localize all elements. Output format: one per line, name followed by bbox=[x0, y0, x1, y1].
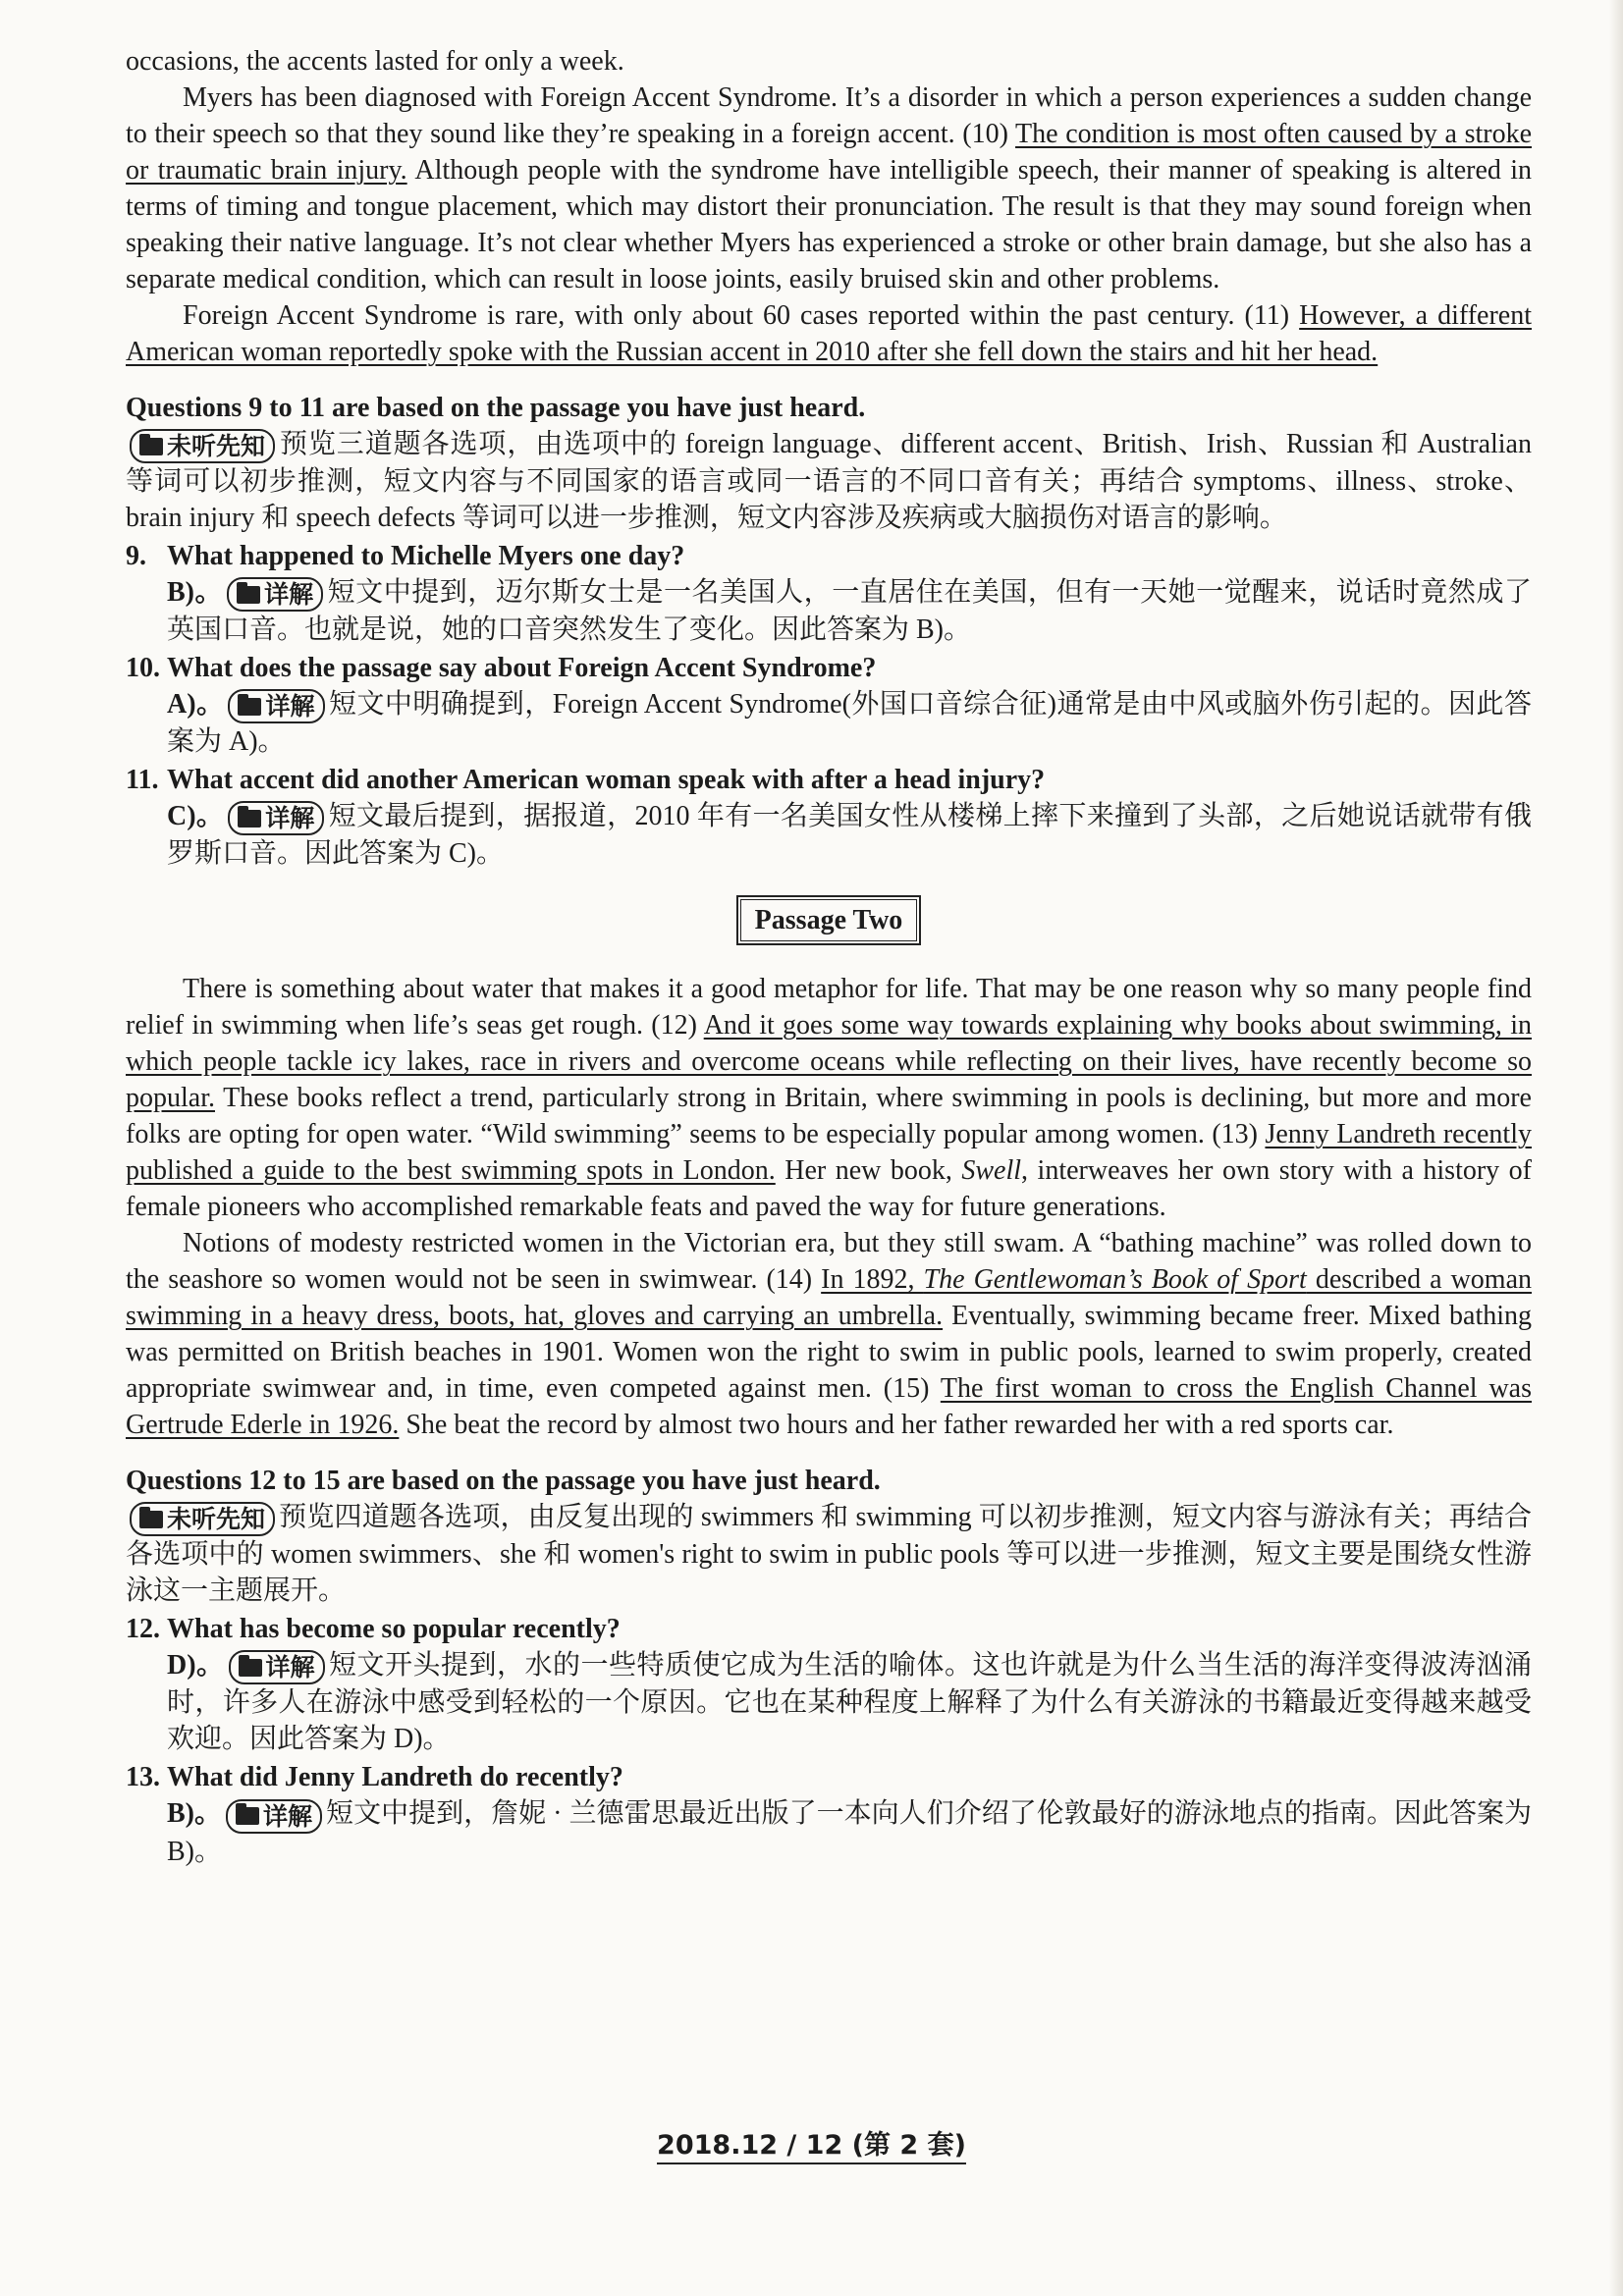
passage-two-paragraph-2: Notions of modesty restricted women in the Victorian era, but they still swam. A “bathing machine” was rolled down to the seashore so women would not be seen in swimwear. (14) In 1892, The Gentlewoman’s Book of Sport described a woman swimming in a heavy dress, boots, hat, gloves and carrying an umbrella. Eventually, swimming became freer. Mixed bathing was permitted on British beaches in 1901. Women won the right to swim in public pools, learned to swim properly, created appropriate swimwear and, in time, even competed against men. (15) The first woman to cross the English Channel was Gertrude Ederle in 1926. She beat the record by almost two hours and her father rewarded her with a red sports car. bbox=[126, 1228, 1533, 1441]
underlined-key-sentence-13: Jenny Landreth recently published a guide to the best swimming spots in London. bbox=[126, 1119, 1532, 1187]
underlined-key-sentence-10: The condition is most often caused by a stroke or traumatic brain injury. bbox=[126, 119, 1532, 186]
answer-13: B)。 详解 短文中提到，詹妮 · 兰德雷思最近出版了一本向人们介绍了伦敦最好的游泳地点的指南。因此答案为 B)。 bbox=[167, 1798, 1532, 1867]
underlined-key-sentence-15: The first woman to cross the English Channel was Gertrude Ederle in 1926. bbox=[126, 1373, 1532, 1441]
underlined-key-sentence-14: In 1892, The Gentlewoman’s Book of Sport described a woman swimming in a heavy dress, boots, hat, gloves and carrying an umbrella. bbox=[126, 1264, 1533, 1332]
page-content bbox=[126, 43, 1532, 1870]
passage-two-title: Passage Two bbox=[736, 895, 922, 945]
explanation-tag: 详解 bbox=[228, 801, 324, 835]
explanation-tag: 详解 bbox=[226, 1799, 322, 1834]
questions-12-15-heading: Questions 12 to 15 are based on the passage you have just heard. bbox=[126, 1466, 881, 1497]
folder-icon bbox=[238, 810, 261, 828]
folder-icon bbox=[236, 1807, 259, 1825]
passage-one-paragraph-2: Foreign Accent Syndrome is rare, with only about 60 cases reported within the past century. (11) However, a different American woman reportedly spoke with the Russian accent in 2010 after she fell down the stairs and hit her head. bbox=[126, 300, 1532, 367]
passage-one-paragraph-0: occasions, the accents lasted for only a week. bbox=[126, 46, 624, 77]
folder-icon bbox=[239, 1659, 262, 1677]
scan-edge-shadow bbox=[1609, 0, 1623, 2296]
explanation-tag: 详解 bbox=[228, 689, 324, 723]
questions-9-11-heading: Questions 9 to 11 are based on the passage you have just heard. bbox=[126, 393, 866, 423]
preview-tag: 未听先知 bbox=[130, 1502, 275, 1536]
page-footer: 2018.12 / 12 (第 2 套) bbox=[0, 2123, 1623, 2162]
question-11: 11. What accent did another American woman speak with after a head injury? bbox=[126, 765, 1046, 796]
folder-icon bbox=[139, 1511, 163, 1528]
passage-two-title-wrap bbox=[126, 895, 1532, 945]
folder-icon bbox=[139, 438, 163, 455]
answer-10: A)。 详解 短文中明确提到，Foreign Accent Syndrome(外国口音综合征)通常是由中风或脑外伤引起的。因此答案为 A)。 bbox=[167, 689, 1532, 758]
underlined-key-sentence-12: And it goes some way towards explaining why books about swimming, in which people tackle icy lakes, race in rivers and overcome oceans while reflecting on their lives, have recently become so popular. bbox=[126, 1010, 1532, 1114]
answer-9: B)。 详解 短文中提到，迈尔斯女士是一名美国人，一直居住在美国，但有一天她一觉醒来，说话时竟然成了英国口音。也就是说，她的口音突然发生了变化。因此答案为 B)。 bbox=[167, 577, 1532, 646]
question-12: 12. What has become so popular recently? bbox=[126, 1614, 621, 1645]
explanation-tag: 详解 bbox=[227, 577, 323, 612]
preview-9-11: 未听先知 预览三道题各选项，由选项中的 foreign language、different accent、British、Irish、Russian 和 Australian 等词可以初步推测，短文内容与不同国家的语言或同一语言的不同口音有关；再结合 symptoms、illness、stroke、brain injury 和 speech defects 等词可以进一步推测，短文内容涉及疾病或大脑损伤对语言的影响。 bbox=[126, 429, 1532, 534]
passage-two-paragraph-1: There is something about water that makes it a good metaphor for life. That may be one reason why so many people find relief in swimming when life’s seas get rough. (12) And it goes some way towards explaining why books about swimming, in which people tackle icy lakes, race in rivers and overcome oceans while reflecting on their lives, have recently become so popular. These books reflect a trend, particularly strong in Britain, where swimming in pools is declining, but more and more folks are opting for open water. “Wild swimming” seems to be especially popular among women. (13) Jenny Landreth recently published a guide to the best swimming spots in London. Her new book, Swell, interweaves her own story with a history of female pioneers who accomplished remarkable feats and paved the way for future generations. bbox=[126, 974, 1533, 1223]
answer-12: D)。 详解 短文开头提到，水的一些特质使它成为生活的喻体。这也许就是为什么当生活的海洋变得波涛汹涌时，许多人在游泳中感受到轻松的一个原因。它也在某种程度上解释了为什么有关游泳的书籍最近变得越来越受欢迎。因此答案为 D)。 bbox=[167, 1650, 1532, 1755]
question-10: 10. What does the passage say about Foreign Accent Syndrome? bbox=[126, 653, 877, 684]
answer-11: C)。 详解 短文最后提到，据报道，2010 年有一名美国女性从楼梯上摔下来撞到了头部，之后她说话就带有俄罗斯口音。因此答案为 C)。 bbox=[167, 801, 1532, 870]
question-13: 13. What did Jenny Landreth do recently? bbox=[126, 1762, 623, 1793]
folder-icon bbox=[237, 586, 260, 604]
question-9: 9. What happened to Michelle Myers one day? bbox=[126, 541, 685, 572]
preview-12-15: 未听先知 预览四道题各选项，由反复出现的 swimmers 和 swimming 可以初步推测，短文内容与游泳有关；再结合各选项中的 women swimmers、she 和 women's right to swim in public pools 等可以进一步推测，短文主要是围绕女性游泳这一主题展开。 bbox=[126, 1502, 1532, 1607]
preview-tag: 未听先知 bbox=[130, 429, 275, 463]
passage-one-paragraph-1: Myers has been diagnosed with Foreign Accent Syndrome. It’s a disorder in which a person experiences a sudden change to their speech so that they sound like they’re speaking in a foreign accent. (10) The condition is most often caused by a stroke or traumatic brain injury. Although people with the syndrome have intelligible speech, their manner of speaking is altered in terms of timing and tongue placement, which may distort their pronunciation. The result is that they may sound foreign when speaking their native language. It’s not clear whether Myers has experienced a stroke or other brain damage, but she also has a separate medical condition, which can result in loose joints, easily bruised skin and other problems. bbox=[126, 82, 1532, 294]
explanation-tag: 详解 bbox=[229, 1650, 325, 1684]
underlined-key-sentence-11: However, a different American woman reportedly spoke with the Russian accent in 2010 after she fell down the stairs and hit her head. bbox=[126, 300, 1532, 367]
folder-icon bbox=[238, 698, 261, 716]
